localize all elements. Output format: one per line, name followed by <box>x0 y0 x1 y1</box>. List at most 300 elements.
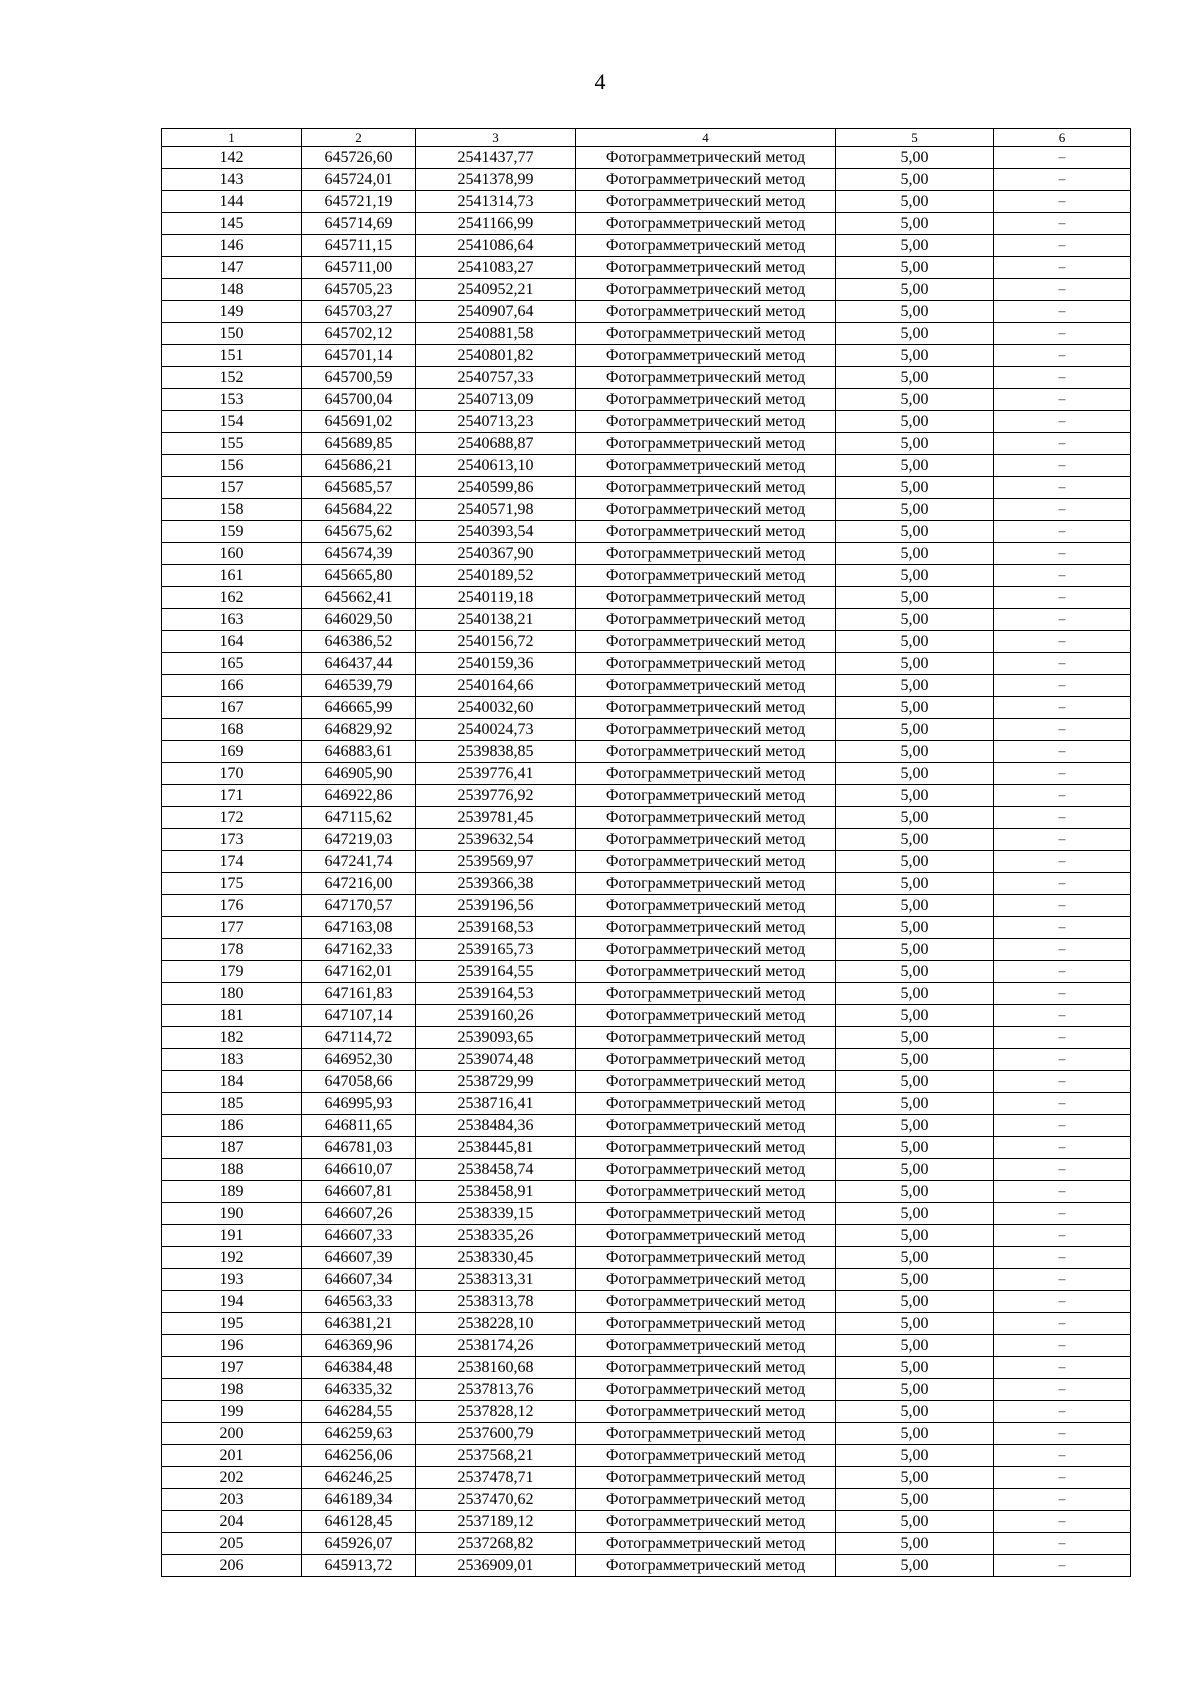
y-coordinate-cell: 2540571,98 <box>416 499 576 521</box>
method-cell: Фотограмметрический метод <box>576 873 836 895</box>
method-cell: Фотограмметрический метод <box>576 543 836 565</box>
point-number-cell: 191 <box>162 1225 302 1247</box>
point-number-cell: 183 <box>162 1049 302 1071</box>
x-coordinate-cell: 646369,96 <box>302 1335 416 1357</box>
y-coordinate-cell: 2539074,48 <box>416 1049 576 1071</box>
method-cell: Фотограмметрический метод <box>576 1401 836 1423</box>
table-row <box>162 917 1131 939</box>
table-row <box>162 631 1131 653</box>
table-row <box>162 697 1131 719</box>
x-coordinate-cell: 645685,57 <box>302 477 416 499</box>
column-header-4: 4 <box>576 129 836 147</box>
y-coordinate-cell: 2538335,26 <box>416 1225 576 1247</box>
table-row <box>162 763 1131 785</box>
method-cell: Фотограмметрический метод <box>576 763 836 785</box>
method-cell: Фотограмметрический метод <box>576 367 836 389</box>
accuracy-cell: 5,00 <box>836 1203 994 1225</box>
method-cell: Фотограмметрический метод <box>576 1489 836 1511</box>
table-row <box>162 1489 1131 1511</box>
point-number-cell: 152 <box>162 367 302 389</box>
point-number-cell: 148 <box>162 279 302 301</box>
x-coordinate-cell: 647114,72 <box>302 1027 416 1049</box>
accuracy-cell: 5,00 <box>836 1093 994 1115</box>
method-cell: Фотограмметрический метод <box>576 741 836 763</box>
y-coordinate-cell: 2539838,85 <box>416 741 576 763</box>
table-row <box>162 367 1131 389</box>
point-number-cell: 170 <box>162 763 302 785</box>
y-coordinate-cell: 2540159,36 <box>416 653 576 675</box>
point-number-cell: 144 <box>162 191 302 213</box>
accuracy-cell: 5,00 <box>836 169 994 191</box>
x-coordinate-cell: 645675,62 <box>302 521 416 543</box>
table-row <box>162 807 1131 829</box>
note-cell: – <box>994 961 1131 983</box>
page-number: 4 <box>594 69 606 94</box>
accuracy-cell: 5,00 <box>836 631 994 653</box>
x-coordinate-cell: 646607,81 <box>302 1181 416 1203</box>
point-number-cell: 192 <box>162 1247 302 1269</box>
point-number-cell: 182 <box>162 1027 302 1049</box>
note-cell: – <box>994 1159 1131 1181</box>
x-coordinate-cell: 647058,66 <box>302 1071 416 1093</box>
point-number-cell: 196 <box>162 1335 302 1357</box>
table-row <box>162 455 1131 477</box>
method-cell: Фотограмметрический метод <box>576 1093 836 1115</box>
y-coordinate-cell: 2537268,82 <box>416 1533 576 1555</box>
accuracy-cell: 5,00 <box>836 917 994 939</box>
y-coordinate-cell: 2540024,73 <box>416 719 576 741</box>
method-cell: Фотограмметрический метод <box>576 983 836 1005</box>
table-row <box>162 851 1131 873</box>
point-number-cell: 184 <box>162 1071 302 1093</box>
accuracy-cell: 5,00 <box>836 587 994 609</box>
method-cell: Фотограмметрический метод <box>576 1115 836 1137</box>
method-cell: Фотограмметрический метод <box>576 213 836 235</box>
x-coordinate-cell: 645726,60 <box>302 147 416 169</box>
accuracy-cell: 5,00 <box>836 1225 994 1247</box>
table-row <box>162 1049 1131 1071</box>
accuracy-cell: 5,00 <box>836 1379 994 1401</box>
method-cell: Фотограмметрический метод <box>576 1291 836 1313</box>
column-header-3: 3 <box>416 129 576 147</box>
note-cell: – <box>994 191 1131 213</box>
y-coordinate-cell: 2538716,41 <box>416 1093 576 1115</box>
accuracy-cell: 5,00 <box>836 895 994 917</box>
method-cell: Фотограмметрический метод <box>576 455 836 477</box>
note-cell: – <box>994 1357 1131 1379</box>
y-coordinate-cell: 2541166,99 <box>416 213 576 235</box>
y-coordinate-cell: 2540757,33 <box>416 367 576 389</box>
x-coordinate-cell: 647107,14 <box>302 1005 416 1027</box>
x-coordinate-cell: 646246,25 <box>302 1467 416 1489</box>
point-number-cell: 164 <box>162 631 302 653</box>
note-cell: – <box>994 147 1131 169</box>
x-coordinate-cell: 645705,23 <box>302 279 416 301</box>
note-cell: – <box>994 213 1131 235</box>
table-row <box>162 499 1131 521</box>
point-number-cell: 157 <box>162 477 302 499</box>
accuracy-cell: 5,00 <box>836 433 994 455</box>
method-cell: Фотограмметрический метод <box>576 1379 836 1401</box>
point-number-cell: 145 <box>162 213 302 235</box>
accuracy-cell: 5,00 <box>836 961 994 983</box>
point-number-cell: 158 <box>162 499 302 521</box>
table-row <box>162 1093 1131 1115</box>
note-cell: – <box>994 257 1131 279</box>
accuracy-cell: 5,00 <box>836 1335 994 1357</box>
x-coordinate-cell: 646259,63 <box>302 1423 416 1445</box>
point-number-cell: 185 <box>162 1093 302 1115</box>
table-row <box>162 257 1131 279</box>
x-coordinate-cell: 645724,01 <box>302 169 416 191</box>
method-cell: Фотограмметрический метод <box>576 301 836 323</box>
y-coordinate-cell: 2536909,01 <box>416 1555 576 1577</box>
method-cell: Фотограмметрический метод <box>576 1027 836 1049</box>
x-coordinate-cell: 645711,00 <box>302 257 416 279</box>
method-cell: Фотограмметрический метод <box>576 961 836 983</box>
method-cell: Фотограмметрический метод <box>576 1533 836 1555</box>
accuracy-cell: 5,00 <box>836 1247 994 1269</box>
y-coordinate-cell: 2538484,36 <box>416 1115 576 1137</box>
y-coordinate-cell: 2540713,09 <box>416 389 576 411</box>
accuracy-cell: 5,00 <box>836 1445 994 1467</box>
note-cell: – <box>994 1137 1131 1159</box>
note-cell: – <box>994 983 1131 1005</box>
point-number-cell: 204 <box>162 1511 302 1533</box>
table-body <box>162 147 1131 1577</box>
note-cell: – <box>994 1467 1131 1489</box>
table-row <box>162 1401 1131 1423</box>
note-cell: – <box>994 323 1131 345</box>
point-number-cell: 143 <box>162 169 302 191</box>
y-coordinate-cell: 2537600,79 <box>416 1423 576 1445</box>
table-row <box>162 235 1131 257</box>
method-cell: Фотограмметрический метод <box>576 895 836 917</box>
x-coordinate-cell: 645689,85 <box>302 433 416 455</box>
x-coordinate-cell: 646995,93 <box>302 1093 416 1115</box>
table-row <box>162 1511 1131 1533</box>
y-coordinate-cell: 2540713,23 <box>416 411 576 433</box>
column-header-2: 2 <box>302 129 416 147</box>
note-cell: – <box>994 587 1131 609</box>
table-row <box>162 279 1131 301</box>
accuracy-cell: 5,00 <box>836 829 994 851</box>
y-coordinate-cell: 2537813,76 <box>416 1379 576 1401</box>
y-coordinate-cell: 2538313,78 <box>416 1291 576 1313</box>
x-coordinate-cell: 646335,32 <box>302 1379 416 1401</box>
note-cell: – <box>994 389 1131 411</box>
point-number-cell: 176 <box>162 895 302 917</box>
accuracy-cell: 5,00 <box>836 389 994 411</box>
accuracy-cell: 5,00 <box>836 301 994 323</box>
x-coordinate-cell: 647163,08 <box>302 917 416 939</box>
y-coordinate-cell: 2541083,27 <box>416 257 576 279</box>
point-number-cell: 171 <box>162 785 302 807</box>
note-cell: – <box>994 829 1131 851</box>
method-cell: Фотограмметрический метод <box>576 719 836 741</box>
table-row <box>162 895 1131 917</box>
x-coordinate-cell: 646610,07 <box>302 1159 416 1181</box>
note-cell: – <box>994 653 1131 675</box>
method-cell: Фотограмметрический метод <box>576 499 836 521</box>
note-cell: – <box>994 1511 1131 1533</box>
point-number-cell: 150 <box>162 323 302 345</box>
y-coordinate-cell: 2538228,10 <box>416 1313 576 1335</box>
accuracy-cell: 5,00 <box>836 851 994 873</box>
note-cell: – <box>994 675 1131 697</box>
accuracy-cell: 5,00 <box>836 1401 994 1423</box>
x-coordinate-cell: 646952,30 <box>302 1049 416 1071</box>
method-cell: Фотограмметрический метод <box>576 1005 836 1027</box>
x-coordinate-cell: 645714,69 <box>302 213 416 235</box>
note-cell: – <box>994 1423 1131 1445</box>
y-coordinate-cell: 2539366,38 <box>416 873 576 895</box>
point-number-cell: 203 <box>162 1489 302 1511</box>
point-number-cell: 159 <box>162 521 302 543</box>
accuracy-cell: 5,00 <box>836 477 994 499</box>
y-coordinate-cell: 2539632,54 <box>416 829 576 851</box>
accuracy-cell: 5,00 <box>836 1049 994 1071</box>
accuracy-cell: 5,00 <box>836 279 994 301</box>
table-row <box>162 1423 1131 1445</box>
y-coordinate-cell: 2539168,53 <box>416 917 576 939</box>
table-row <box>162 1555 1131 1577</box>
y-coordinate-cell: 2540393,54 <box>416 521 576 543</box>
point-number-cell: 195 <box>162 1313 302 1335</box>
accuracy-cell: 5,00 <box>836 1489 994 1511</box>
point-number-cell: 186 <box>162 1115 302 1137</box>
note-cell: – <box>994 301 1131 323</box>
table-row <box>162 323 1131 345</box>
x-coordinate-cell: 646607,39 <box>302 1247 416 1269</box>
y-coordinate-cell: 2541086,64 <box>416 235 576 257</box>
accuracy-cell: 5,00 <box>836 1137 994 1159</box>
table-row <box>162 389 1131 411</box>
y-coordinate-cell: 2537478,71 <box>416 1467 576 1489</box>
accuracy-cell: 5,00 <box>836 345 994 367</box>
accuracy-cell: 5,00 <box>836 807 994 829</box>
note-cell: – <box>994 1115 1131 1137</box>
column-header-1: 1 <box>162 129 302 147</box>
note-cell: – <box>994 169 1131 191</box>
y-coordinate-cell: 2538458,91 <box>416 1181 576 1203</box>
point-number-cell: 146 <box>162 235 302 257</box>
accuracy-cell: 5,00 <box>836 1555 994 1577</box>
note-cell: – <box>994 1445 1131 1467</box>
y-coordinate-cell: 2539776,92 <box>416 785 576 807</box>
note-cell: – <box>994 1203 1131 1225</box>
method-cell: Фотограмметрический метод <box>576 1313 836 1335</box>
x-coordinate-cell: 646829,92 <box>302 719 416 741</box>
method-cell: Фотограмметрический метод <box>576 257 836 279</box>
method-cell: Фотограмметрический метод <box>576 675 836 697</box>
accuracy-cell: 5,00 <box>836 1269 994 1291</box>
method-cell: Фотограмметрический метод <box>576 1335 836 1357</box>
note-cell: – <box>994 477 1131 499</box>
note-cell: – <box>994 411 1131 433</box>
x-coordinate-cell: 647161,83 <box>302 983 416 1005</box>
table-row <box>162 719 1131 741</box>
x-coordinate-cell: 645721,19 <box>302 191 416 213</box>
table-row <box>162 609 1131 631</box>
table-row <box>162 1269 1131 1291</box>
y-coordinate-cell: 2540156,72 <box>416 631 576 653</box>
accuracy-cell: 5,00 <box>836 1467 994 1489</box>
method-cell: Фотограмметрический метод <box>576 1511 836 1533</box>
table-row <box>162 785 1131 807</box>
note-cell: – <box>994 873 1131 895</box>
method-cell: Фотограмметрический метод <box>576 917 836 939</box>
y-coordinate-cell: 2538445,81 <box>416 1137 576 1159</box>
method-cell: Фотограмметрический метод <box>576 411 836 433</box>
note-cell: – <box>994 455 1131 477</box>
table-row <box>162 1203 1131 1225</box>
note-cell: – <box>994 565 1131 587</box>
accuracy-cell: 5,00 <box>836 565 994 587</box>
note-cell: – <box>994 279 1131 301</box>
y-coordinate-cell: 2540599,86 <box>416 477 576 499</box>
method-cell: Фотограмметрический метод <box>576 807 836 829</box>
column-header-6: 6 <box>994 129 1131 147</box>
method-cell: Фотограмметрический метод <box>576 1049 836 1071</box>
point-number-cell: 156 <box>162 455 302 477</box>
accuracy-cell: 5,00 <box>836 455 994 477</box>
x-coordinate-cell: 645913,72 <box>302 1555 416 1577</box>
point-number-cell: 173 <box>162 829 302 851</box>
x-coordinate-cell: 646607,34 <box>302 1269 416 1291</box>
x-coordinate-cell: 646384,48 <box>302 1357 416 1379</box>
table-row <box>162 1357 1131 1379</box>
point-number-cell: 205 <box>162 1533 302 1555</box>
method-cell: Фотограмметрический метод <box>576 631 836 653</box>
table-row <box>162 1115 1131 1137</box>
table-row <box>162 565 1131 587</box>
point-number-cell: 198 <box>162 1379 302 1401</box>
y-coordinate-cell: 2539196,56 <box>416 895 576 917</box>
point-number-cell: 155 <box>162 433 302 455</box>
table-row <box>162 411 1131 433</box>
y-coordinate-cell: 2539164,55 <box>416 961 576 983</box>
x-coordinate-cell: 645686,21 <box>302 455 416 477</box>
x-coordinate-cell: 645711,15 <box>302 235 416 257</box>
accuracy-cell: 5,00 <box>836 741 994 763</box>
x-coordinate-cell: 645700,59 <box>302 367 416 389</box>
point-number-cell: 202 <box>162 1467 302 1489</box>
x-coordinate-cell: 646437,44 <box>302 653 416 675</box>
x-coordinate-cell: 645703,27 <box>302 301 416 323</box>
accuracy-cell: 5,00 <box>836 1115 994 1137</box>
y-coordinate-cell: 2539569,97 <box>416 851 576 873</box>
y-coordinate-cell: 2538174,26 <box>416 1335 576 1357</box>
method-cell: Фотограмметрический метод <box>576 1225 836 1247</box>
point-number-cell: 149 <box>162 301 302 323</box>
table-row <box>162 983 1131 1005</box>
y-coordinate-cell: 2539160,26 <box>416 1005 576 1027</box>
note-cell: – <box>994 1093 1131 1115</box>
table-row <box>162 169 1131 191</box>
x-coordinate-cell: 646883,61 <box>302 741 416 763</box>
note-cell: – <box>994 1247 1131 1269</box>
accuracy-cell: 5,00 <box>836 1423 994 1445</box>
note-cell: – <box>994 1533 1131 1555</box>
method-cell: Фотограмметрический метод <box>576 477 836 499</box>
y-coordinate-cell: 2540952,21 <box>416 279 576 301</box>
table-row <box>162 213 1131 235</box>
accuracy-cell: 5,00 <box>836 499 994 521</box>
accuracy-cell: 5,00 <box>836 213 994 235</box>
method-cell: Фотограмметрический метод <box>576 147 836 169</box>
note-cell: – <box>994 367 1131 389</box>
table-row <box>162 345 1131 367</box>
accuracy-cell: 5,00 <box>836 1533 994 1555</box>
note-cell: – <box>994 543 1131 565</box>
y-coordinate-cell: 2540688,87 <box>416 433 576 455</box>
point-number-cell: 181 <box>162 1005 302 1027</box>
accuracy-cell: 5,00 <box>836 1313 994 1335</box>
table-row <box>162 741 1131 763</box>
point-number-cell: 199 <box>162 1401 302 1423</box>
point-number-cell: 160 <box>162 543 302 565</box>
method-cell: Фотограмметрический метод <box>576 697 836 719</box>
note-cell: – <box>994 1049 1131 1071</box>
table-row <box>162 1445 1131 1467</box>
y-coordinate-cell: 2538458,74 <box>416 1159 576 1181</box>
y-coordinate-cell: 2541314,73 <box>416 191 576 213</box>
accuracy-cell: 5,00 <box>836 609 994 631</box>
method-cell: Фотограмметрический метод <box>576 587 836 609</box>
y-coordinate-cell: 2538729,99 <box>416 1071 576 1093</box>
note-cell: – <box>994 345 1131 367</box>
y-coordinate-cell: 2540138,21 <box>416 609 576 631</box>
note-cell: – <box>994 1379 1131 1401</box>
table-row <box>162 1225 1131 1247</box>
method-cell: Фотограмметрический метод <box>576 653 836 675</box>
point-number-cell: 167 <box>162 697 302 719</box>
table-row <box>162 191 1131 213</box>
x-coordinate-cell: 645691,02 <box>302 411 416 433</box>
accuracy-cell: 5,00 <box>836 983 994 1005</box>
y-coordinate-cell: 2537189,12 <box>416 1511 576 1533</box>
note-cell: – <box>994 851 1131 873</box>
accuracy-cell: 5,00 <box>836 1291 994 1313</box>
column-header-5: 5 <box>836 129 994 147</box>
x-coordinate-cell: 646922,86 <box>302 785 416 807</box>
method-cell: Фотограмметрический метод <box>576 1159 836 1181</box>
x-coordinate-cell: 646029,50 <box>302 609 416 631</box>
table-header-row <box>162 129 1131 147</box>
x-coordinate-cell: 646563,33 <box>302 1291 416 1313</box>
y-coordinate-cell: 2539164,53 <box>416 983 576 1005</box>
y-coordinate-cell: 2540032,60 <box>416 697 576 719</box>
method-cell: Фотограмметрический метод <box>576 279 836 301</box>
accuracy-cell: 5,00 <box>836 521 994 543</box>
note-cell: – <box>994 1225 1131 1247</box>
table-row <box>162 675 1131 697</box>
accuracy-cell: 5,00 <box>836 763 994 785</box>
y-coordinate-cell: 2538313,31 <box>416 1269 576 1291</box>
point-number-cell: 153 <box>162 389 302 411</box>
table-row <box>162 1027 1131 1049</box>
table-row <box>162 961 1131 983</box>
table-row <box>162 1379 1131 1401</box>
table-row <box>162 1291 1131 1313</box>
x-coordinate-cell: 645926,07 <box>302 1533 416 1555</box>
point-number-cell: 188 <box>162 1159 302 1181</box>
point-number-cell: 162 <box>162 587 302 609</box>
table-row <box>162 873 1131 895</box>
method-cell: Фотограмметрический метод <box>576 1181 836 1203</box>
point-number-cell: 190 <box>162 1203 302 1225</box>
